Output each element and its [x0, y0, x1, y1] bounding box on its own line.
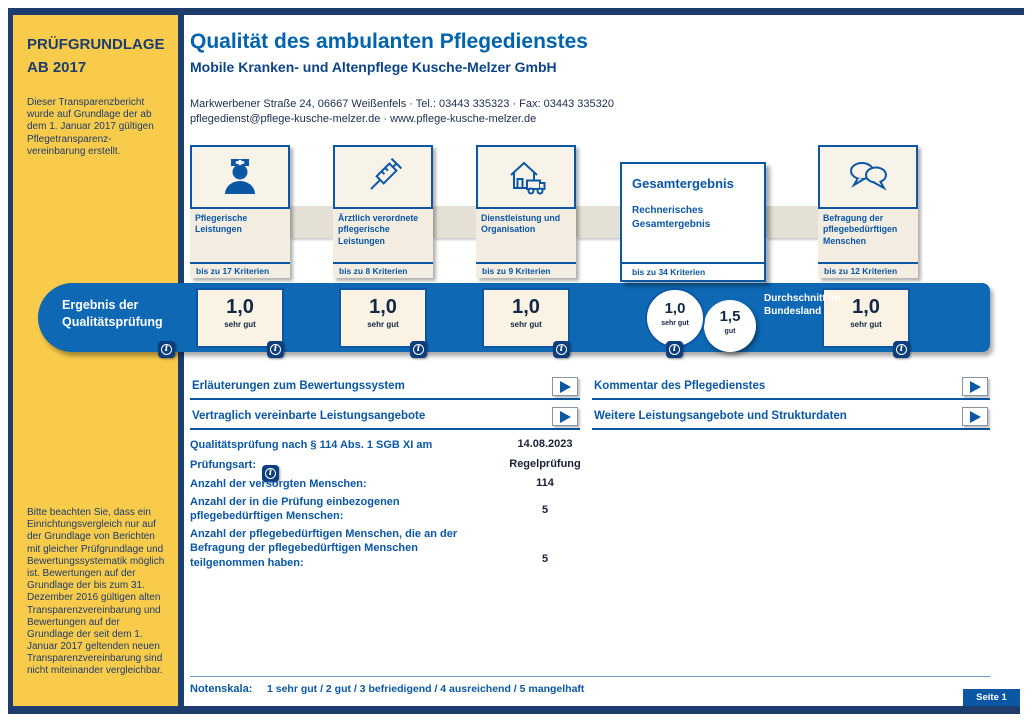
- sidebar-title: [27, 33, 165, 80]
- detail-value: 5: [541, 553, 549, 565]
- link-bar-bewertungssystem[interactable]: [190, 376, 580, 400]
- expand-arrow-button[interactable]: [552, 377, 578, 396]
- speech-bubbles-icon: [846, 155, 890, 199]
- notenskala-label: Notenskala:: [190, 683, 253, 695]
- info-glyph: i: [270, 344, 281, 355]
- sidebar-divider: [178, 15, 184, 706]
- score-value: 1,0: [852, 296, 880, 318]
- info-glyph: i: [265, 468, 276, 479]
- row-einbezogene-menschen: [190, 495, 992, 524]
- detail-value: 14.08.2023: [517, 438, 573, 450]
- category-label: Befragung der pflegebedürftigen Menschen: [823, 213, 898, 246]
- info-icon[interactable]: [158, 341, 175, 358]
- info-glyph: i: [896, 344, 907, 355]
- house-truck-icon: [504, 155, 548, 199]
- link-bar-kommentar[interactable]: [592, 376, 990, 400]
- category-card-pflegerische-leistungen: [190, 145, 290, 278]
- category-criteria: bis zu 8 Kriterien: [333, 262, 433, 278]
- sidebar-note-comparability: Bitte beachten Sie, dass ein Einrichtungsvergleich nur auf der Grundlage von Berichten mit gleicher Prüfgrundlage und Bewertungssystematik möglich ist. Bewertungen auf der Grundlage der bis zum 31. Dezember 2016 gültigen alten Transparenzvereinbarung und Bewertungen auf der Grundlage der seit dem 1. Januar 2017 geltenden neuen Transparenzvereinbarung sind nicht miteinander vergleichbar.: [27, 507, 165, 677]
- info-glyph: i: [556, 344, 567, 355]
- link-label: Vertraglich vereinbarte Leistungsangebote: [192, 410, 426, 422]
- play-icon: [970, 411, 981, 423]
- row-versorgte-menschen: [190, 477, 992, 495]
- row-befragte-menschen: [190, 527, 992, 570]
- score-value: 1,0: [664, 300, 686, 317]
- play-icon: [560, 411, 571, 423]
- category-label: Dienstleistung und Organisation: [481, 213, 561, 235]
- top-border-bar: [8, 8, 1024, 15]
- sidebar: [13, 15, 178, 706]
- link-label: Weitere Leistungsangebote und Strukturdaten: [594, 410, 847, 422]
- category-label: Pflegerische Leistungen: [195, 213, 248, 235]
- syringe-icon: [361, 155, 405, 199]
- detail-value: Regelprüfung: [509, 458, 581, 470]
- result-band-label: Ergebnis der Qualitätsprüfung: [62, 298, 163, 329]
- score-box-dienstleistung-organisation: [482, 288, 570, 348]
- sidebar-title-line2: AB 2017: [27, 59, 87, 77]
- info-icon[interactable]: [553, 341, 570, 358]
- facility-name: Mobile Kranken- und Altenpflege Kusche-Melzer GmbH: [190, 59, 557, 75]
- bottom-border-bar: [8, 706, 1020, 714]
- info-glyph: i: [413, 344, 424, 355]
- info-icon[interactable]: [893, 341, 910, 358]
- link-label: Kommentar des Pflegedienstes: [594, 380, 766, 392]
- score-grade: sehr gut: [661, 319, 689, 327]
- page-title: Qualität des ambulanten Pflegedienstes: [190, 30, 588, 53]
- expand-arrow-button[interactable]: [962, 407, 988, 426]
- category-label: Rechnerisches Gesamtergebnis: [632, 205, 711, 230]
- detail-value: 5: [541, 504, 549, 516]
- score-box-pflegerische-leistungen: [196, 288, 284, 348]
- link-bar-leistungsangebote[interactable]: [190, 406, 580, 430]
- play-icon: [970, 381, 981, 393]
- score-value: 1,0: [512, 296, 540, 318]
- gesamtergebnis-title: Gesamtergebnis: [632, 176, 734, 191]
- play-icon: [560, 381, 571, 393]
- expand-arrow-button[interactable]: [962, 377, 988, 396]
- card-connector: [576, 206, 620, 238]
- expand-arrow-button[interactable]: [552, 407, 578, 426]
- footer-divider: [190, 676, 990, 677]
- link-label: Erläuterungen zum Bewertungssystem: [192, 380, 405, 392]
- score-grade: sehr gut: [367, 320, 399, 329]
- category-icon-box: [818, 145, 918, 209]
- category-card-dienstleistung-organisation: [476, 145, 576, 278]
- link-bar-strukturdaten[interactable]: [592, 406, 990, 430]
- detail-label: Anzahl der pflegebedürftigen Menschen, die an der Befragung der pflegebedürftigen Menschen teilgenommen haben:: [190, 528, 458, 569]
- category-icon-box: [333, 145, 433, 209]
- category-criteria: bis zu 12 Kriterien: [818, 262, 918, 278]
- detail-label: Anzahl der in die Prüfung einbezogenen pflegebedürftigen Menschen:: [190, 496, 400, 523]
- category-card-gesamtergebnis: [620, 162, 766, 282]
- sidebar-note-basis: Dieser Transparenzbericht wurde auf Grundlage der ab dem 1. Januar 2017 gültigen Pflegetransparenz-vereinbarung erstellt.: [27, 97, 154, 157]
- page-badge: Seite 1: [963, 689, 1020, 706]
- score-value: 1,0: [369, 296, 397, 318]
- category-label: Ärztlich verordnete pflegerische Leistungen: [338, 213, 419, 246]
- nurse-icon: [218, 155, 262, 199]
- score-grade: sehr gut: [510, 320, 542, 329]
- category-icon-box: [476, 145, 576, 209]
- notenskala-scale: 1 sehr gut / 2 gut / 3 befriedigend / 4 ausreichend / 5 mangelhaft: [267, 683, 585, 695]
- score-box-aerztlich-verordnete: [339, 288, 427, 348]
- state-average-label: Durchschnitt im Bundesland: [764, 293, 841, 317]
- detail-label: Anzahl der versorgten Menschen:: [190, 478, 367, 490]
- score-grade: sehr gut: [850, 320, 882, 329]
- sidebar-title-line1: PRÜFGRUNDLAGE: [27, 36, 165, 53]
- info-icon[interactable]: [267, 341, 284, 358]
- score-grade: gut: [724, 327, 736, 335]
- card-connector: [766, 206, 818, 238]
- detail-label: Qualitätsprüfung nach § 114 Abs. 1 SGB XI am: [190, 439, 433, 451]
- score-value: 1,0: [226, 296, 254, 318]
- info-icon[interactable]: [666, 341, 683, 358]
- category-criteria: bis zu 34 Kriterien: [622, 262, 764, 280]
- info-glyph: i: [161, 344, 172, 355]
- info-glyph: i: [669, 344, 680, 355]
- detail-label: Prüfungsart:: [190, 459, 256, 471]
- score-grade: sehr gut: [224, 320, 256, 329]
- category-criteria: bis zu 9 Kriterien: [476, 262, 576, 278]
- category-card-aerztlich-verordnete: [333, 145, 433, 278]
- score-value: 1,5: [719, 308, 741, 325]
- state-average-circle: [704, 300, 756, 352]
- facility-address-line1: Markwerbener Straße 24, 06667 Weißenfels · Tel.: 03443 335323 · Fax: 03443 335320: [190, 98, 614, 110]
- category-criteria: bis zu 17 Kriterien: [190, 262, 290, 278]
- category-icon-box: [190, 145, 290, 209]
- card-connector: [433, 206, 476, 238]
- row-pruefdatum: [190, 438, 992, 456]
- category-card-befragung: [818, 145, 918, 278]
- facility-address-line2: pflegedienst@pflege-kusche-melzer.de · www.pflege-kusche-melzer.de: [190, 113, 537, 125]
- detail-value: 114: [536, 477, 554, 489]
- card-connector: [290, 206, 333, 238]
- info-icon[interactable]: [410, 341, 427, 358]
- gesamtergebnis-score-circle: [645, 288, 705, 348]
